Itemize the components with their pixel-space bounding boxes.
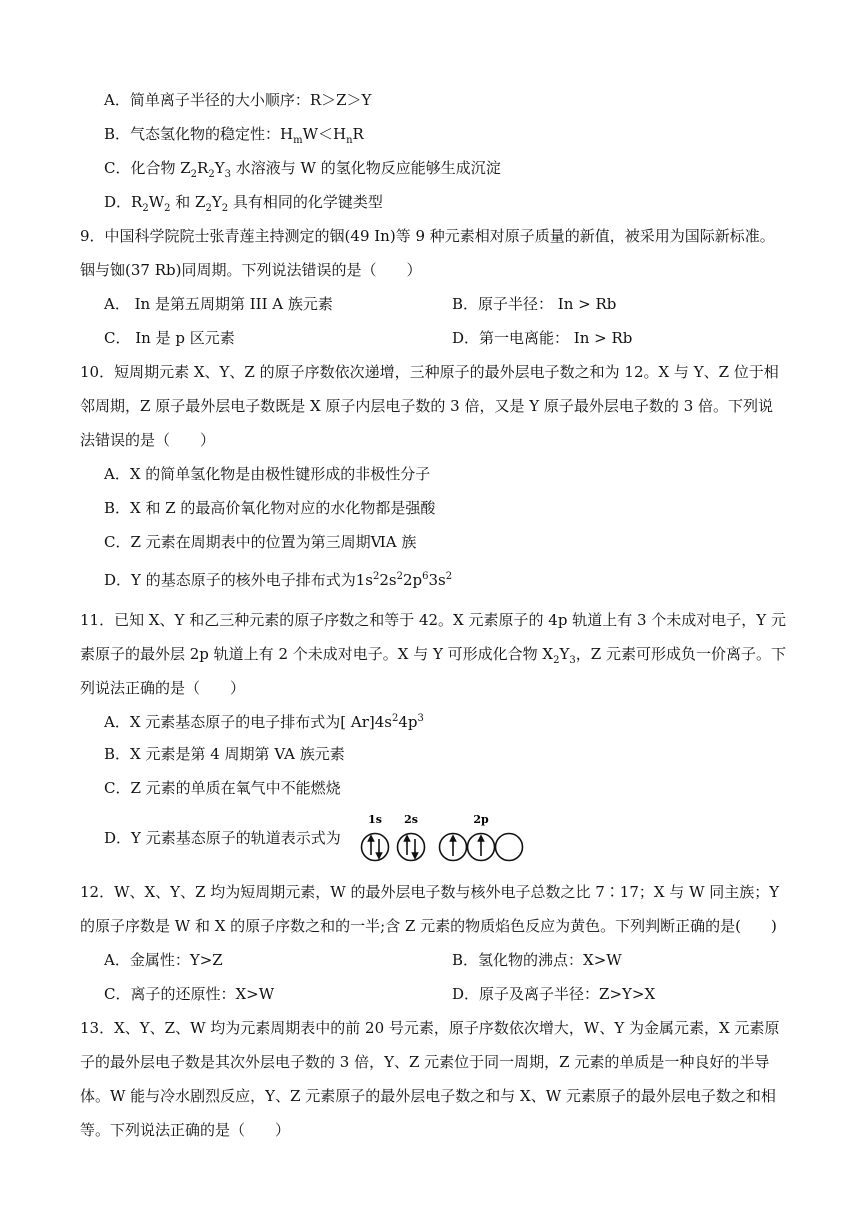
q11-option-b: B．X 元素是第 4 周期第 VA 族元素 [104, 745, 345, 763]
q11-option-a-text: A．X 元素基态原子的电子排布式为[ Ar]4s [104, 713, 392, 731]
subscript: 3 [569, 655, 576, 666]
q13-stem-line4: 等。下列说法正确的是（ ） [80, 1121, 291, 1139]
superscript: 2 [372, 571, 380, 582]
q8-option-d-text: 和 Z [170, 193, 206, 211]
q9-option-c: C． In 是 p 区元素 [104, 329, 235, 347]
q11-stem-text: 素原子的最外层 2p 轨道上有 2 个未成对电子。X 与 Y 可形成化合物 X [80, 645, 554, 663]
subscript: 2 [205, 203, 212, 214]
q8-option-c-text: R [197, 159, 209, 177]
q10-stem-line2: 邻周期，Z 原子最外层电子数既是 X 原子内层电子数的 3 倍，又是 Y 原子最外层电子数的 3 倍。下列说 [80, 397, 774, 415]
paired-electrons-2s [405, 836, 418, 858]
q10-option-c: C．Z 元素在周期表中的位置为第三周期ⅥA 族 [104, 533, 417, 551]
q10-stem-line1: 10．短周期元素 X、Y、Z 的原子序数依次递增，三种原子的最外层电子数之和为 12。X 与 Y、Z 位于相 [80, 363, 779, 381]
q11-stem-text: ，Z 元素可形成负一价离子。下 [575, 645, 786, 663]
q8-option-d [104, 192, 383, 212]
q13-stem-line2: 子的最外层电子数是其次外层电子数的 3 倍，Y、Z 元素位于同一周期，Z 元素的单质是一种良好的半导 [80, 1053, 770, 1071]
superscript: 2 [392, 713, 399, 724]
subscript: 2 [190, 169, 198, 180]
q8-option-c-text: C．化合物 Z [104, 159, 191, 177]
q12-option-b: B．氢化物的沸点：X>W [452, 951, 622, 969]
q8-option-c-text: Y [214, 159, 225, 177]
q8-option-d-text: 具有相同的化学键类型 [228, 193, 383, 211]
q10-option-d [104, 570, 452, 590]
orbital-2p-circle [496, 834, 523, 861]
orbital-label-1s: 1s [368, 813, 382, 826]
q11-stem-text: Y [559, 645, 570, 663]
q10-stem-line3: 法错误的是（ ） [80, 431, 216, 449]
q11-option-a [104, 712, 424, 732]
q11-stem-line2 [80, 644, 786, 664]
q9-stem-line2: 铟与铷(37 Rb)同周期。下列说法错误的是（ ） [80, 261, 422, 279]
q10-option-b: B．X 和 Z 的最高价氧化物对应的水化物都是强酸 [104, 499, 436, 517]
q12-option-a: A．金属性：Y>Z [104, 951, 223, 969]
q8-option-a-text: A．简单离子半径的大小顺序：R＞Z＞Y [104, 91, 372, 109]
orbital-diagram [356, 812, 528, 864]
orbital-label-2p: 2p [473, 813, 489, 826]
q12-stem-line2: 的原子序数是 W 和 X 的原子序数之和的一半;含 Z 元素的物质焰色反应为黄色。下列判断正确的是( ) [80, 917, 777, 935]
subscript: 2 [208, 169, 215, 180]
q12-option-d: D．原子及离子半径：Z>Y>X [452, 985, 656, 1003]
q8-option-b-text: W＜H [302, 125, 347, 143]
q8-option-c-text: 水溶液与 W 的氢化物反应能够生成沉淀 [231, 159, 501, 177]
q8-option-d-text: Y [211, 193, 222, 211]
superscript: 2 [445, 571, 453, 582]
q8-option-b-text: B．气态氢化物的稳定性：H [104, 125, 294, 143]
q9-stem-line1: 9．中国科学院院士张青莲主持测定的铟(49 In)等 9 种元素相对原子质量的新值，被采用为国际新标准。 [80, 227, 775, 245]
orbital-2s-circle [398, 834, 425, 861]
q8-option-d-text: D．R [104, 193, 143, 211]
subscript: 2 [553, 655, 560, 666]
q9-option-d: D．第一电离能： In > Rb [452, 329, 633, 347]
q9-option-a: A． In 是第五周期第 III A 族元素 [104, 295, 333, 313]
q10-option-d-text: D．Y 的基态原子的核外电子排布式为1s [104, 571, 373, 589]
subscript: 2 [142, 203, 149, 214]
q10-option-a: A．X 的简单氢化物是由极性键形成的非极性分子 [104, 465, 431, 483]
q10-option-d-text: 2s [379, 571, 397, 589]
q8-option-b [104, 124, 364, 144]
q8-option-c [104, 158, 501, 178]
orbital-1s-circle [362, 834, 389, 861]
q10-option-d-text: 3s [428, 571, 446, 589]
q11-option-d: D．Y 元素基态原子的轨道表示式为 [104, 829, 341, 847]
q12-stem-line1: 12．W、X、Y、Z 均为短周期元素，W 的最外层电子数与核外电子总数之比 7∶17；X 与 W 同主族；Y [80, 883, 780, 901]
q11-option-c: C．Z 元素的单质在氧气中不能燃烧 [104, 779, 341, 797]
q12-option-c: C．离子的还原性：X>W [104, 985, 275, 1003]
subscript: m [293, 135, 303, 146]
q8-option-d-text: W [148, 193, 165, 211]
subscript: 3 [224, 169, 231, 180]
orbital-label-2s: 2s [404, 813, 418, 826]
q8-option-a [104, 90, 371, 110]
subscript: 2 [221, 203, 229, 214]
q9-option-b: B．原子半径： In > Rb [452, 295, 617, 313]
q11-stem-line1: 11．已知 X、Y 和乙三种元素的原子序数之和等于 42。X 元素原子的 4p 轨道上有 3 个未成对电子，Y 元 [80, 611, 786, 629]
superscript: 2 [396, 571, 403, 582]
q13-stem-line3: 体。W 能与冷水剧烈反应，Y、Z 元素原子的最外层电子数之和与 X、W 元素原子的最外层电子数之和相 [80, 1087, 776, 1105]
superscript: 6 [422, 571, 429, 582]
q11-option-a-text: 4p [398, 713, 418, 731]
q11-stem-line3: 列说法正确的是（ ） [80, 679, 246, 697]
subscript: 2 [164, 203, 171, 214]
q13-stem-line1: 13．X、Y、Z、W 均为元素周期表中的前 20 号元素，原子序数依次增大，W、Y 为金属元素，X 元素原 [80, 1019, 780, 1037]
q10-option-d-text: 2p [402, 571, 423, 589]
q8-option-b-text: R [352, 125, 364, 143]
paired-electrons-1s [369, 836, 382, 858]
superscript: 3 [417, 713, 424, 724]
subscript: n [346, 135, 353, 146]
